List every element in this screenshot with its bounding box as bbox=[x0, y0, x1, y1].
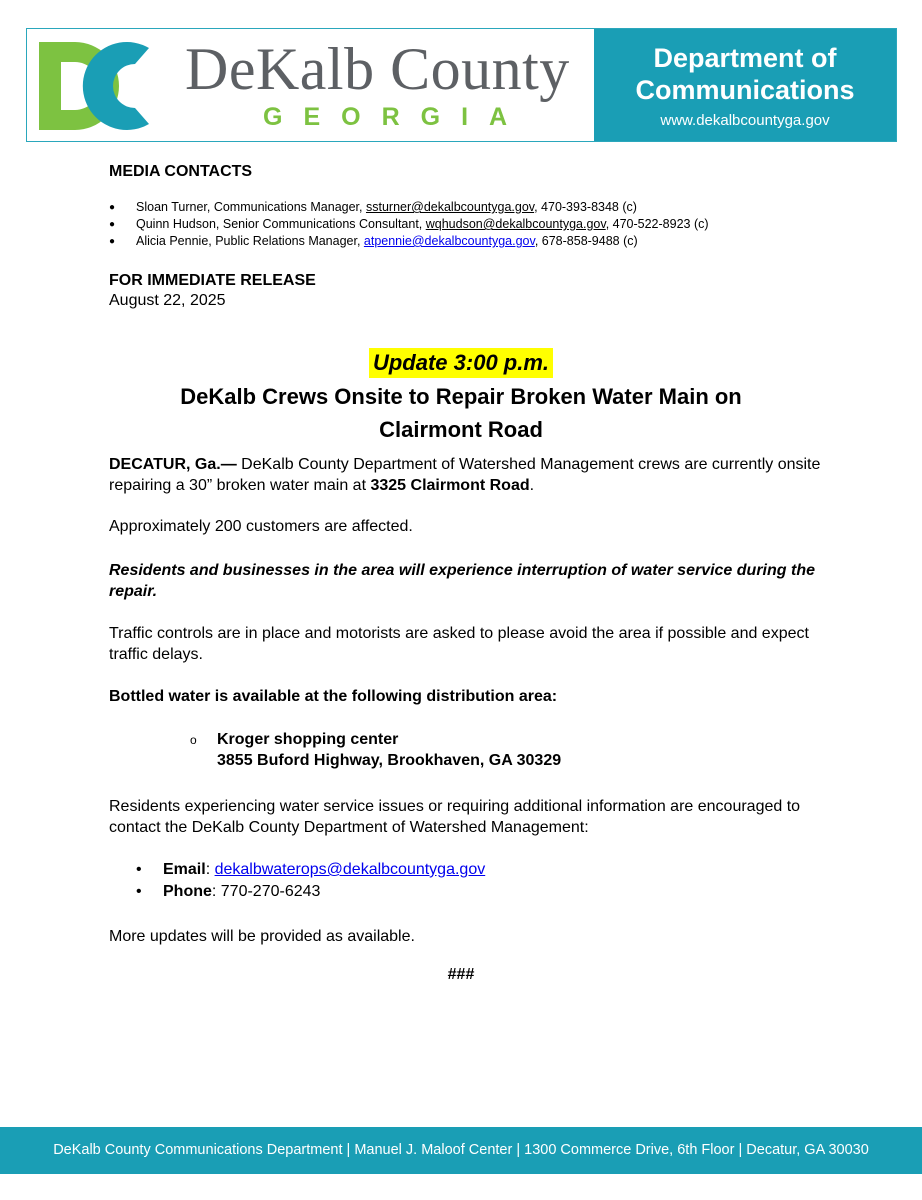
email-link[interactable]: dekalbwaterops@dekalbcountyga.gov bbox=[214, 861, 486, 878]
dc-logo-icon bbox=[31, 30, 181, 142]
release-label: FOR IMMEDIATE RELEASE bbox=[109, 272, 316, 289]
distribution-address: 3855 Buford Highway, Brookhaven, GA 30329 bbox=[217, 752, 562, 769]
list-item: ● Alicia Pennie, Public Relations Manager, atpennie@dekalbcountyga.gov, 678-858-9488 (c) bbox=[109, 234, 638, 248]
list-item: ● Quinn Hudson, Senior Communications Consultant, wqhudson@dekalbcountyga.gov, 470-522-8923 (c) bbox=[109, 217, 709, 231]
media-contacts-list bbox=[109, 199, 829, 250]
update-banner bbox=[0, 348, 922, 378]
interruption-paragraph: Residents and businesses in the area will experience interruption of water service during the repair. bbox=[109, 562, 815, 600]
traffic-paragraph: Traffic controls are in place and motorists are asked to please avoid the area if possible and expect traffic delays. bbox=[109, 625, 809, 663]
bullet-icon: ● bbox=[109, 202, 116, 213]
bottled-water-paragraph: Bottled water is available at the following distribution area: bbox=[109, 688, 558, 705]
headline bbox=[0, 380, 922, 446]
list-item: ● Sloan Turner, Communications Manager, ssturner@dekalbcountyga.gov, 470-393-8348 (c) bbox=[109, 200, 637, 214]
list-item: • Email: dekalbwaterops@dekalbcountyga.gov bbox=[136, 861, 486, 878]
county-wordmark: DeKalb County bbox=[185, 36, 570, 102]
bullet-icon: ● bbox=[109, 219, 116, 230]
distribution-name: Kroger shopping center bbox=[217, 731, 399, 748]
media-contacts-heading: MEDIA CONTACTS bbox=[109, 163, 253, 180]
list-item: • Phone: 770-270-6243 bbox=[136, 883, 321, 900]
letterhead bbox=[26, 28, 897, 142]
department-website[interactable]: www.dekalbcountyga.gov bbox=[660, 111, 830, 129]
distribution-location bbox=[190, 729, 561, 771]
bullet-icon: • bbox=[136, 861, 142, 878]
county-logo bbox=[27, 29, 594, 141]
incident-address: 3325 Clairmont Road bbox=[370, 477, 530, 494]
phone-number: 770-270-6243 bbox=[220, 883, 321, 900]
email-link[interactable]: atpennie@dekalbcountyga.gov bbox=[363, 234, 535, 248]
state-wordmark: GEORGIA bbox=[263, 103, 529, 131]
contact-paragraph: Residents experiencing water service issues or requiring additional information are encouraged to contact the DeKalb County Department of Watershed Management: bbox=[109, 798, 801, 836]
watershed-contact-list bbox=[136, 859, 485, 903]
release-date: August 22, 2025 bbox=[109, 292, 226, 309]
dateline: DECATUR, Ga.— bbox=[109, 456, 237, 473]
affected-paragraph: Approximately 200 customers are affected. bbox=[109, 518, 413, 535]
email-link[interactable]: wqhudson@dekalbcountyga.gov bbox=[425, 217, 606, 231]
headline-line1: DeKalb Crews Onsite to Repair Broken Water Main on bbox=[180, 384, 742, 409]
email-link[interactable]: ssturner@dekalbcountyga.gov bbox=[365, 200, 535, 214]
department-banner bbox=[594, 29, 896, 141]
bullet-icon: • bbox=[136, 883, 142, 900]
circle-bullet-icon: o bbox=[190, 733, 197, 747]
updates-paragraph: More updates will be provided as available. bbox=[109, 928, 415, 945]
headline-line2: Clairmont Road bbox=[379, 417, 543, 442]
lead-paragraph: DECATUR, Ga.— DeKalb County Department of Watershed Management crews are currently onsite repairing a 30” broken water main at 3325 Clairmont Road. bbox=[109, 456, 821, 494]
footer: DeKalb County Communications Department | Manuel J. Maloof Center | 1300 Commerce Drive, 6th Floor | Decatur, GA 30030 bbox=[0, 1127, 922, 1174]
department-title-line2: Communications bbox=[635, 74, 855, 105]
bullet-icon: ● bbox=[109, 236, 116, 247]
end-mark: ### bbox=[447, 966, 475, 983]
department-title-line1: Department of bbox=[653, 42, 837, 73]
update-label: Update 3:00 p.m. bbox=[369, 348, 553, 378]
